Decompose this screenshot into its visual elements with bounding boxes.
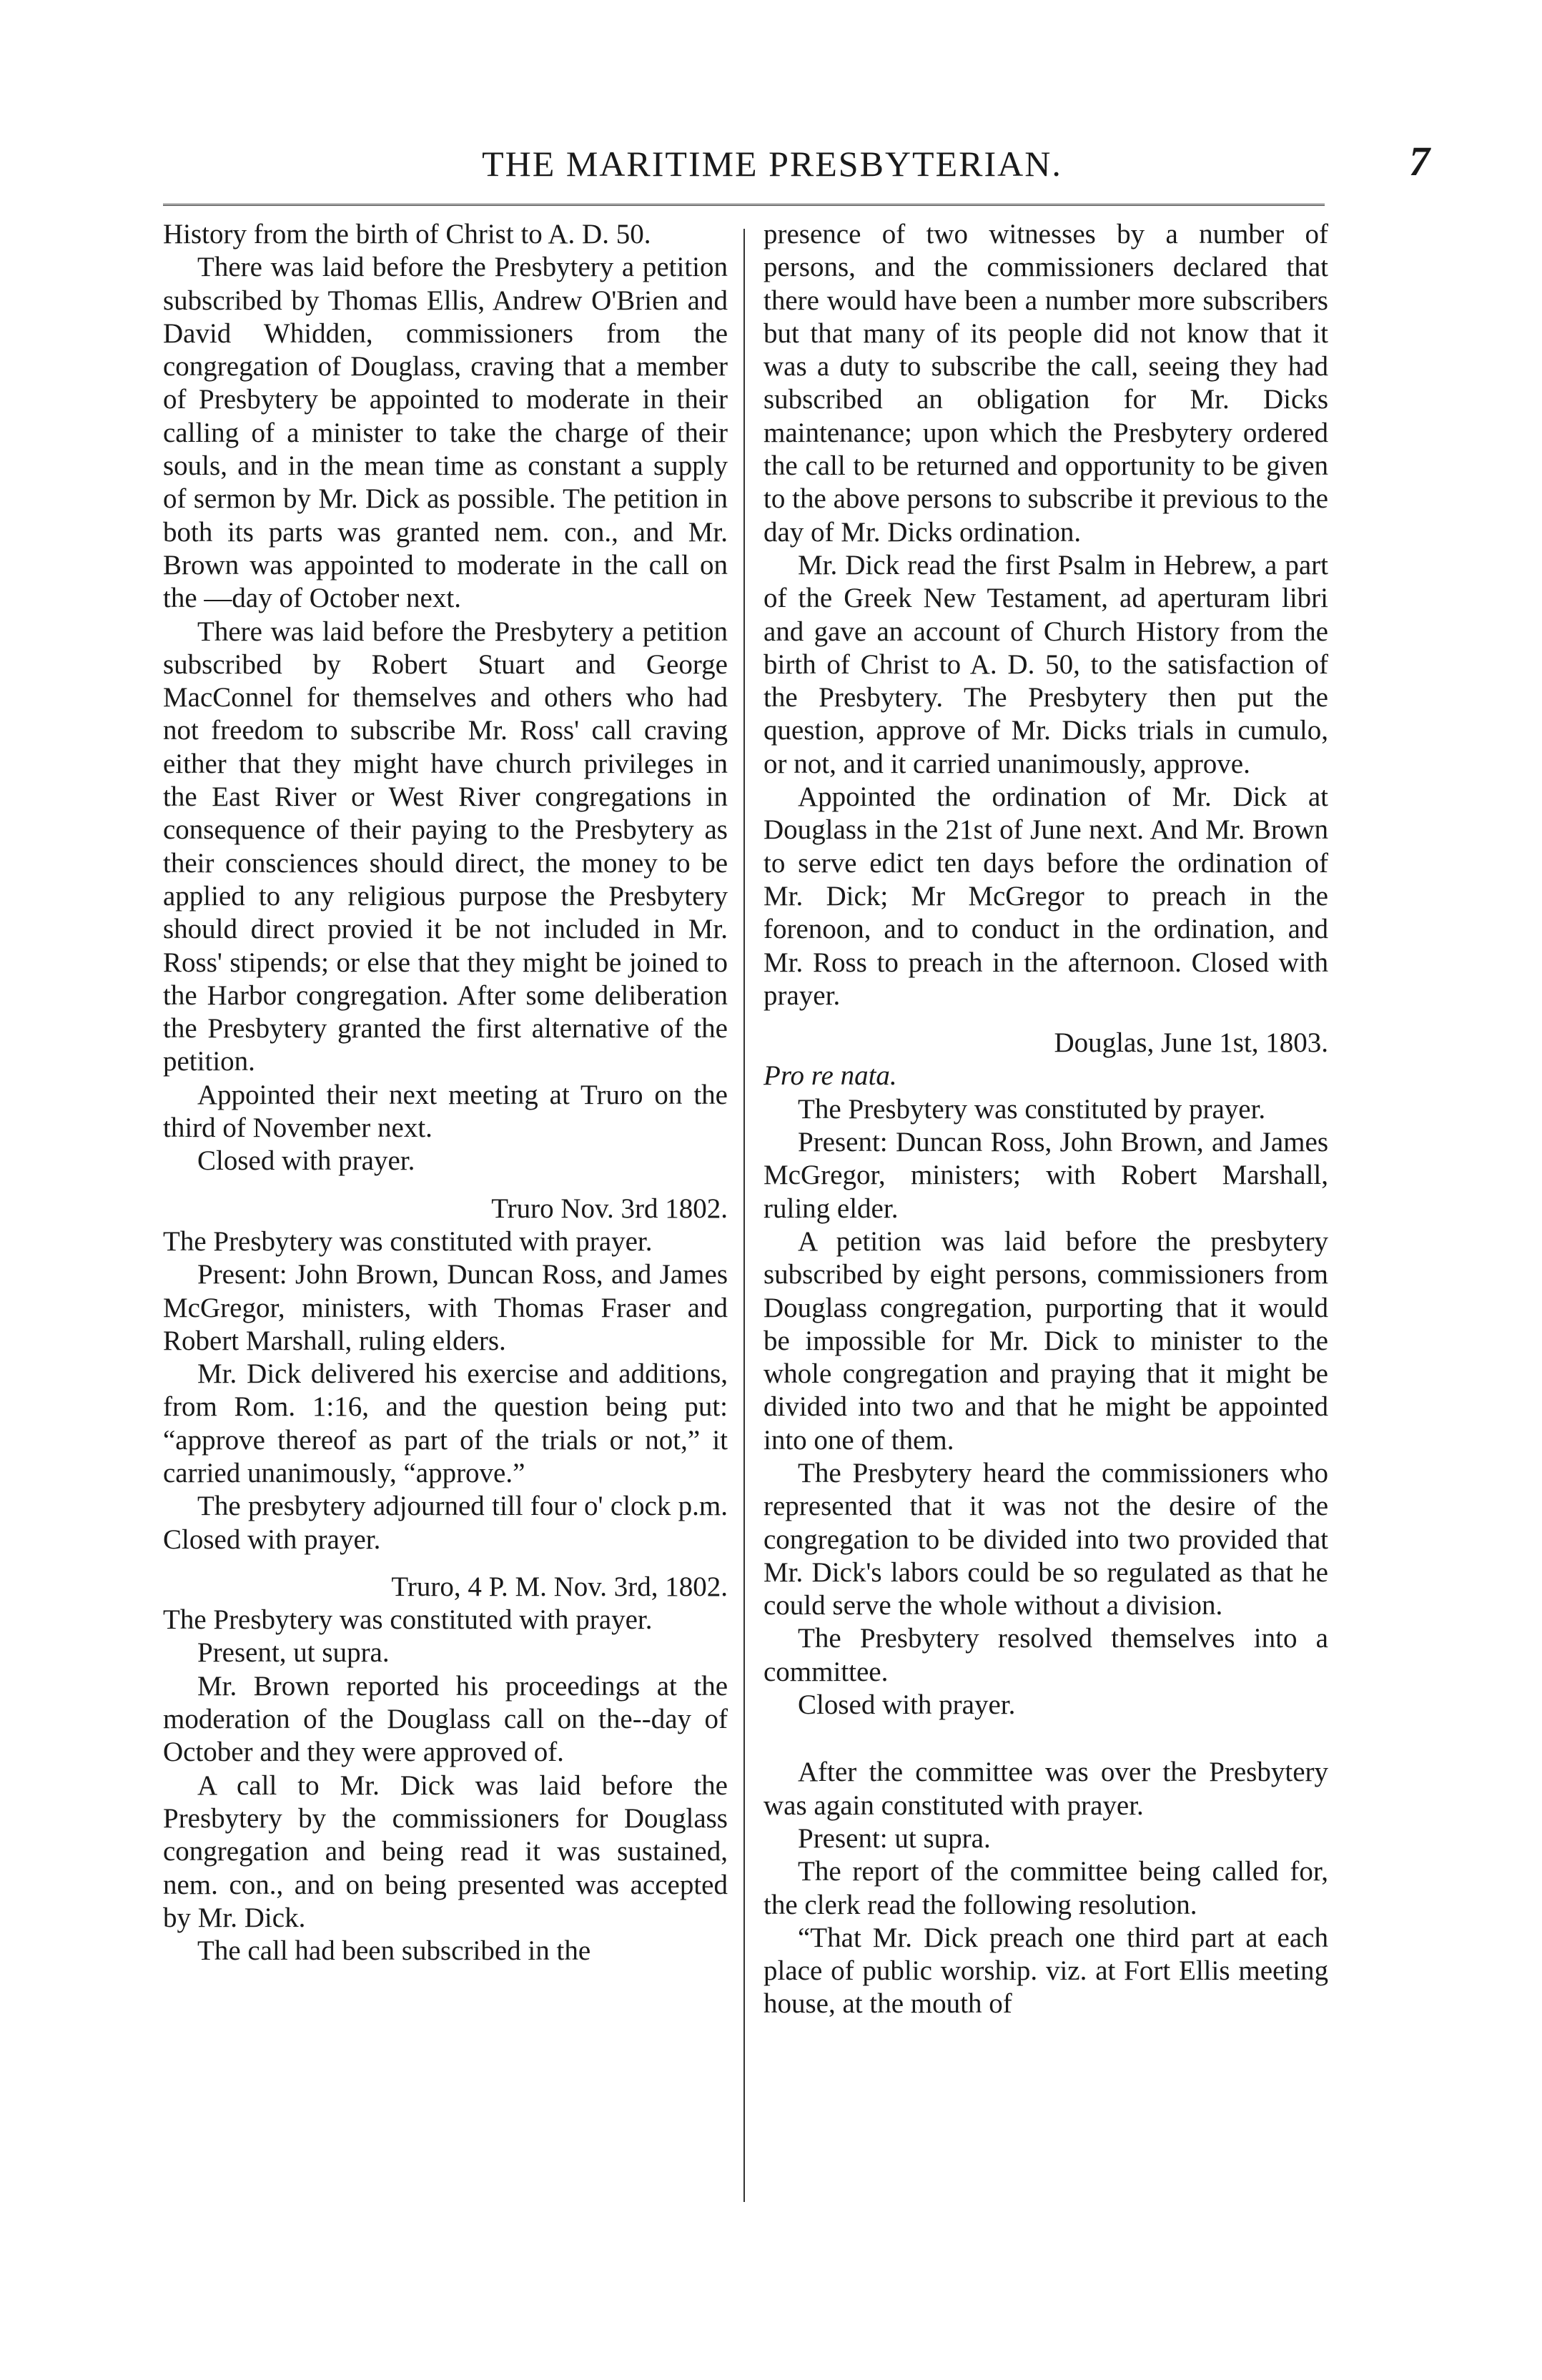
paragraph: There was laid before the Presbytery a petition subscribed by Thomas Ellis, Andrew O'Brien and David Whidden, commissioners from the congregation of Douglass, craving that a member of Presbytery be appointed to moderate in their calling of a minister to take the charge of their souls, and in the mean time as constant a supply of sermon by Mr. Dick as possible. The petition in both its parts was granted nem. con., and Mr. Brown was appointed to moderate in the call on the —day of October next. [163,252,728,614]
paragraph: Present: Duncan Ross, John Brown, and James McGregor, ministers; with Robert Marshall, ruling elder. [763,1127,1328,1224]
paragraph: Mr. Brown reported his proceedings at the moderation of the Douglass call on the--day of October and they were approved of. [163,1670,728,1768]
paragraph: Appointed their next meeting at Truro on the third of November next. [163,1079,728,1144]
paragraph: The report of the committee being called for, the clerk read the following resolution. [763,1856,1328,1920]
paragraph: Present, ut supra. [197,1637,390,1669]
paragraph: The Presbytery resolved themselves into a committee. [763,1623,1328,1687]
paragraph: After the committee was over the Presbytery was again constituted with prayer. [763,1757,1328,1821]
paragraph: Closed with prayer. [197,1145,415,1177]
paragraph: A petition was laid before the presbytery subscribed by eight persons, commissioners from Douglass congregation, purporting that it would be impossible for Mr. Dick to minister to the whole congregation and praying that it might be divided into two and that he might be appointed into one of them. [763,1225,1328,1456]
paragraph: presence of two witnesses by a number of persons, and the commissioners declared that there would have been a number more subscribers but that many of its people did not know that it was a duty to subscribe the call, seeing they had subscribed an obligation for Mr. Dicks maintenance; upon which the Presbytery ordered the call to be returned and opportunity to be given to the above persons to subscribe it previous to the day of Mr. Dicks ordination. [763,219,1328,548]
section-heading: Pro re nata. [763,1060,897,1092]
paragraph: Present: John Brown, Duncan Ross, and James McGregor, ministers, with Thomas Fraser and Robert Marshall, ruling elders. [163,1259,728,1356]
running-title: THE MARITIME PRESBYTERIAN. [482,144,1062,184]
paragraph: The presbytery adjourned till four o' clock p.m. Closed with prayer. [163,1491,728,1555]
paragraph: A call to Mr. Dick was laid before the Presbytery by the commissioners for Douglass congregation and being read it was sustained, nem. con., and on being presented was accepted by Mr. Dick. [163,1769,728,1933]
paragraph: Mr. Dick delivered his exercise and additions, from Rom. 1:16, and the question being put: “approve thereof as part of the trials or not,” it carried unanimously, “approve.” [163,1358,728,1488]
dateline: Truro Nov. 3rd 1802. [491,1193,728,1224]
dateline: Truro, 4 P. M. Nov. 3rd, 1802. [391,1571,728,1602]
paragraph: The Presbytery was constituted with prayer. [163,1225,653,1257]
dateline: Douglas, June 1st, 1803. [1054,1027,1328,1059]
paragraph: The Presbytery was constituted by prayer. [798,1093,1266,1125]
paragraph: The Presbytery was constituted with prayer. [163,1604,653,1636]
left-column [163,218,728,1967]
column-divider [743,229,745,2202]
paragraph: The Presbytery heard the commissioners who represented that it was not the desire of the congregation to be divided into two provided that Mr. Dick's labors could be so regulated as that he could serve the whole without a division. [763,1457,1328,1621]
paragraph: “That Mr. Dick preach one third part at each place of public worship. viz. at Fort Ellis meeting house, at the mouth of [763,1922,1328,2020]
paragraph: There was laid before the Presbytery a petition subscribed by Robert Stuart and George MacConnel for themselves and others who had not freedom to subscribe Mr. Ross' call craving either that they might have church privileges in the East River or West River congregations in consequence of their paying to the Presbytery as their consciences should direct, the money to be applied to any religious purpose the Presbytery should direct provied it be not included in Mr. Ross' stipends; or else that they might be joined to the Harbor congregation. After some deliberation the Presbytery granted the first alternative of the petition. [163,616,728,1077]
page-number: 7 [1409,138,1430,184]
paragraph: Present: ut supra. [798,1822,991,1854]
header-rule [163,204,1325,206]
paragraph: The call had been subscribed in the [197,1935,591,1967]
page-header [164,138,1430,184]
paragraph: History from the birth of Christ to A. D. 50. [163,219,651,250]
paragraph: Closed with prayer. [798,1689,1016,1721]
right-column [763,218,1328,2021]
paragraph: Mr. Dick read the first Psalm in Hebrew, a part of the Greek New Testament, ad aperturam libri and gave an account of Church History from the birth of Christ to A. D. 50, to the satisfaction of the Presbytery. The Presbytery then put the question, approve of Mr. Dicks trials in cumulo, or not, and it carried unanimously, approve. [763,549,1328,779]
paragraph: Appointed the ordination of Mr. Dick at Douglass in the 21st of June next. And Mr. Brown to serve edict ten days before the ordination of Mr. Dick; Mr McGregor to preach in the forenoon, and to conduct in the ordination, and Mr. Ross to preach in the afternoon. Closed with prayer. [763,781,1328,1011]
